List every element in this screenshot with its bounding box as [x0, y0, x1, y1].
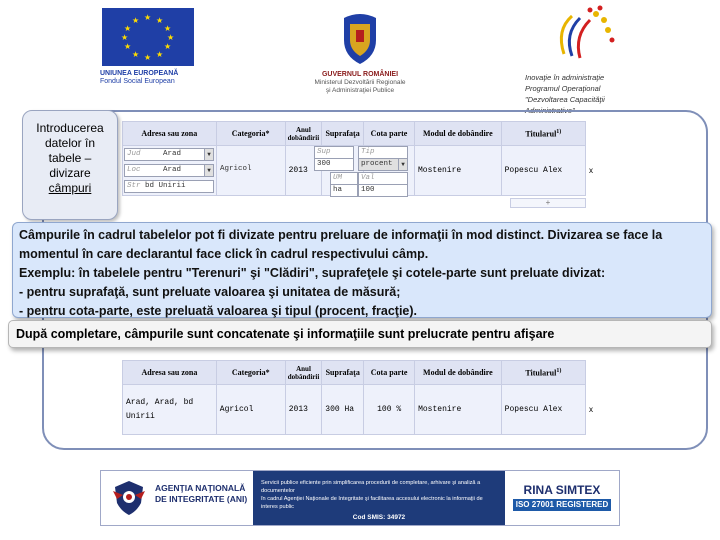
footer-banner	[100, 470, 620, 526]
tip-select[interactable]: procent ▼	[358, 158, 408, 171]
cell-titularul[interactable]: Popescu Alex	[501, 146, 585, 196]
chevron-down-icon: ▼	[204, 149, 213, 160]
explanation-line3: Exemplu: în tabelele pentru "Terenuri" şi "Clădiri", suprafeţele şi cotele-parte sunt preluate divizat:	[19, 266, 606, 280]
cell-adresa: Arad, Arad, bd Unirii	[123, 385, 217, 435]
cell-cota: 100 %	[364, 385, 415, 435]
callout-explanation	[12, 222, 712, 318]
um-placeholder[interactable]: UM	[330, 172, 358, 185]
government-logo	[300, 10, 420, 95]
inovatie-line4: Administrative"	[525, 106, 575, 115]
loc-select[interactable]: Loc Arad ▼	[124, 164, 214, 177]
categoria-value[interactable]: Agricol	[220, 165, 252, 173]
ani-logo	[101, 471, 253, 525]
sup-value[interactable]: 300	[314, 158, 354, 171]
col-adresa: Adresa sau zona	[123, 122, 217, 146]
coat-of-arms-icon	[338, 10, 382, 66]
remove-row-button[interactable]: x	[586, 146, 598, 196]
eu-title: UNIUNEA EUROPEANĂ	[100, 70, 179, 77]
add-row-button[interactable]: +	[510, 198, 586, 208]
remove-row-button[interactable]: x	[586, 385, 598, 435]
col-modul: Modul de dobândire	[415, 361, 502, 385]
col-anul: Anul dobândirii	[285, 122, 322, 146]
col-anul: Anul dobândirii	[285, 361, 322, 385]
col-cota: Cota parte	[364, 122, 415, 146]
inovatie-line3: "Dezvoltarea Capacităţii	[525, 95, 605, 104]
val-value[interactable]: 100	[358, 184, 408, 197]
sup-placeholder[interactable]: Sup	[314, 146, 354, 159]
rina-title: RINA SIMTEX	[523, 483, 601, 497]
inovatie-logo	[525, 4, 645, 115]
um-value[interactable]: ha	[330, 184, 358, 197]
inovatie-emblem-icon	[550, 4, 620, 66]
cell-modul[interactable]: Mostenire	[414, 146, 501, 196]
eu-logo	[100, 8, 196, 86]
explanation-line4: - pentru suprafaţă, sunt preluate valoarea şi unitatea de măsură;	[19, 285, 401, 299]
iso-badge: ISO 27001 REGISTERED	[513, 499, 611, 511]
explanation-line2: momentul în care declarantul face click în cadrul respectivului câmp.	[19, 247, 429, 261]
col-cota: Cota parte	[364, 361, 415, 385]
ani-line2: DE INTEGRITATE (ANI)	[155, 494, 248, 504]
col-titularul: Titularul$^{1)}$	[501, 361, 585, 385]
table-result	[122, 360, 598, 435]
project-line1: Servicii publice eficiente prin simplificarea procedurii de completare, arhivare şi analiză a documentelor	[261, 480, 481, 494]
jud-select[interactable]: Jud Arad ▼	[124, 148, 214, 161]
project-line2: în cadrul Agenţiei Naţionale de Integritate şi facilitarea accesului electronic la informaţii de interes public	[261, 496, 483, 510]
gov-sub2: şi Administraţiei Publice	[325, 87, 395, 94]
str-input[interactable]: Str bd Unirii	[124, 180, 214, 193]
eu-flag-icon: ★ ★ ★ ★ ★ ★ ★ ★ ★ ★ ★ ★	[102, 8, 194, 66]
smis-code: Cod SMIS: 34972	[352, 514, 406, 521]
col-suprafata: Suprafaţa	[322, 361, 364, 385]
cell-modul: Mostenire	[415, 385, 502, 435]
gov-sub1: Ministerul Dezvoltării Regionale	[314, 79, 406, 86]
cell-anul[interactable]: 2013	[285, 146, 322, 196]
chevron-down-icon: ▼	[204, 165, 213, 176]
cell-anul: 2013	[285, 385, 322, 435]
gov-title: GUVERNUL ROMÂNIEI	[321, 71, 399, 78]
inovatie-line1: Inovaţie în administraţie	[525, 73, 605, 82]
cell-categoria: Agricol	[216, 385, 285, 435]
tip-placeholder[interactable]: Tip	[358, 146, 408, 159]
ani-emblem-icon	[109, 477, 149, 517]
eu-subtitle: Fondul Social European	[100, 78, 175, 85]
val-placeholder[interactable]: Val	[358, 172, 408, 185]
callout-intro: Introducerea datelor în tabele – divizare câmpuri	[22, 110, 118, 220]
cell-suprafata: 300 Ha	[322, 385, 364, 435]
col-categoria: Categoria*	[216, 361, 285, 385]
explanation-line5: - pentru cota-parte, este preluată valoarea şi tipul (procent, fracţie).	[19, 304, 418, 318]
col-titularul: Titularul$^{1)}$	[501, 122, 585, 146]
inovatie-line2: Programul Operaţional	[525, 84, 601, 93]
callout-concatenation: După completare, câmpurile sunt concatenate şi informaţiile sunt prelucrate pentru afişare	[8, 320, 712, 348]
project-description	[253, 471, 505, 525]
col-categoria: Categoria*	[216, 122, 285, 146]
rina-logo	[505, 471, 619, 525]
col-adresa: Adresa sau zona	[123, 361, 217, 385]
cell-titularul: Popescu Alex	[501, 385, 585, 435]
explanation-line1: Câmpurile în cadrul tabelelor pot fi divizate pentru preluare de informaţii în mod distinct. Divizarea se face la	[19, 228, 663, 242]
chevron-down-icon: ▼	[398, 159, 407, 170]
ani-line1: AGENŢIA NAŢIONALĂ	[155, 483, 246, 493]
col-modul: Modul de dobândire	[414, 122, 501, 146]
col-suprafata: Suprafaţa	[322, 122, 364, 146]
